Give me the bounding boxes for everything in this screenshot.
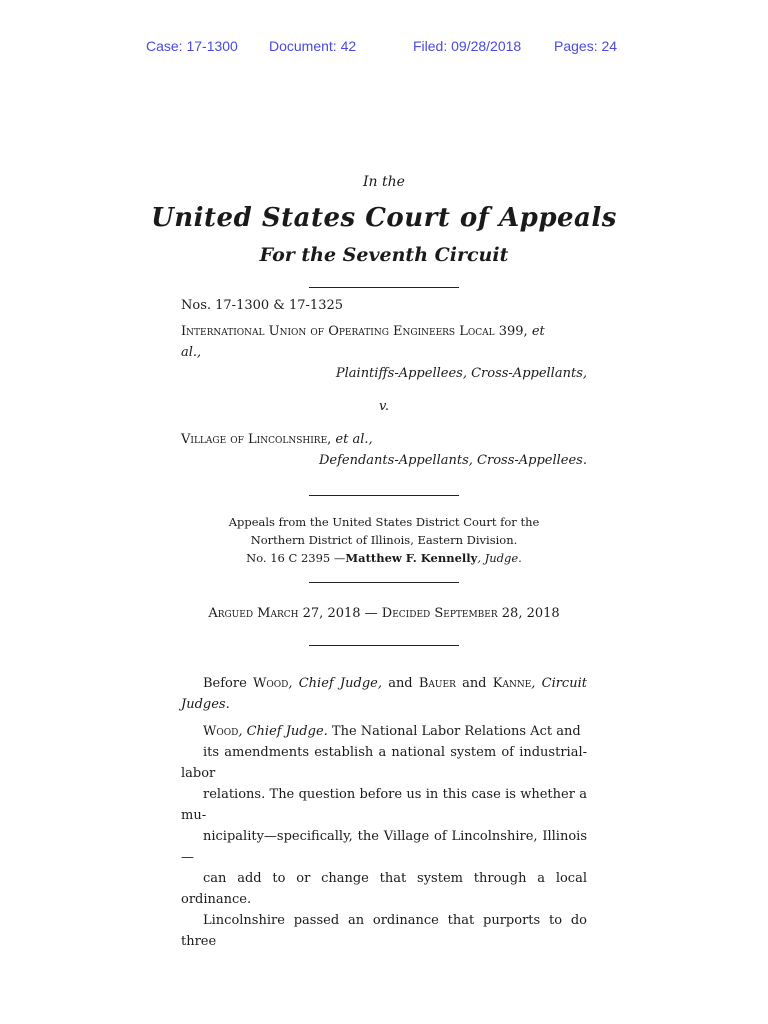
appeal-origin <box>181 513 587 567</box>
defendant-block <box>181 429 587 471</box>
district-judge-title: , Judge. <box>477 551 522 565</box>
divider-rule <box>309 495 459 496</box>
opinion-line: Lincolnshire passed an ordinance that purports to do three <box>181 913 587 949</box>
versus: v. <box>379 399 389 414</box>
defendant-name: Village of Lincolnshire, <box>181 432 332 447</box>
opinion-author-title: , Chief Judge. <box>238 724 328 739</box>
plaintiff-name: International Union of Operating Engineers Local 399, <box>181 324 528 339</box>
document-header-bar <box>0 36 768 58</box>
divider-rule <box>309 582 459 583</box>
argued-decided-dates: Argued March 27, 2018 — Decided September 28, 2018 <box>208 606 560 621</box>
case-number-link[interactable]: Case: 17-1300 <box>146 38 238 54</box>
panel-paragraph <box>181 673 587 715</box>
opinion-line: can add to or change that system through a local ordinance. <box>181 871 587 907</box>
defendant-role: Defendants-Appellants, Cross-Appellees. <box>318 453 587 468</box>
panel-and: and <box>381 676 419 691</box>
circuit-heading: For the Seventh Circuit <box>259 244 509 266</box>
appeal-line-1: Appeals from the United States District Court for the <box>228 515 540 529</box>
panel-judge-bauer: Bauer <box>418 676 456 691</box>
document-number-link[interactable]: Document: 42 <box>269 38 357 54</box>
plaintiff-etal: et <box>531 324 545 339</box>
district-judge-name: Matthew F. Kennelly <box>345 551 478 565</box>
district-case-number: No. 16 C 2395 — <box>246 551 346 565</box>
defendant-etal: et al., <box>335 432 373 447</box>
opinion-line: relations. The question before us in this case is whether a mu- <box>181 787 587 823</box>
opinion-line: its amendments establish a national system of industrial-labor <box>181 745 587 781</box>
panel-chief-judge: Wood <box>253 676 289 691</box>
appeal-line-2: Northern District of Illinois, Eastern Division. <box>250 533 518 547</box>
court-prefix: In the <box>363 174 405 190</box>
page-count-link[interactable]: Pages: 24 <box>554 38 618 54</box>
opinion-line: nicipality—specifically, the Village of Lincolnshire, Illinois— <box>181 829 587 865</box>
panel-and-2: and <box>455 676 493 691</box>
panel-circuit-title: , Circuit Judges. <box>181 676 587 712</box>
case-numbers: Nos. 17-1300 & 17-1325 <box>181 298 344 313</box>
plaintiff-block <box>181 321 587 384</box>
divider-rule <box>309 287 459 288</box>
plaintiff-etal-cont: al., <box>181 345 202 360</box>
filed-date-link[interactable]: Filed: 09/28/2018 <box>413 38 522 54</box>
opinion-author: Wood <box>203 724 239 739</box>
panel-judge-kanne: Kanne <box>492 676 532 691</box>
plaintiff-role: Plaintiffs-Appellees, Cross-Appellants, <box>335 366 587 381</box>
panel-before: Before <box>203 676 254 691</box>
opinion-line: The National Labor Relations Act and <box>327 724 581 739</box>
divider-rule <box>309 645 459 646</box>
panel-chief-title: , Chief Judge, <box>288 676 382 691</box>
opinion-paragraph <box>181 721 587 952</box>
court-name-heading: United States Court of Appeals <box>151 203 617 233</box>
